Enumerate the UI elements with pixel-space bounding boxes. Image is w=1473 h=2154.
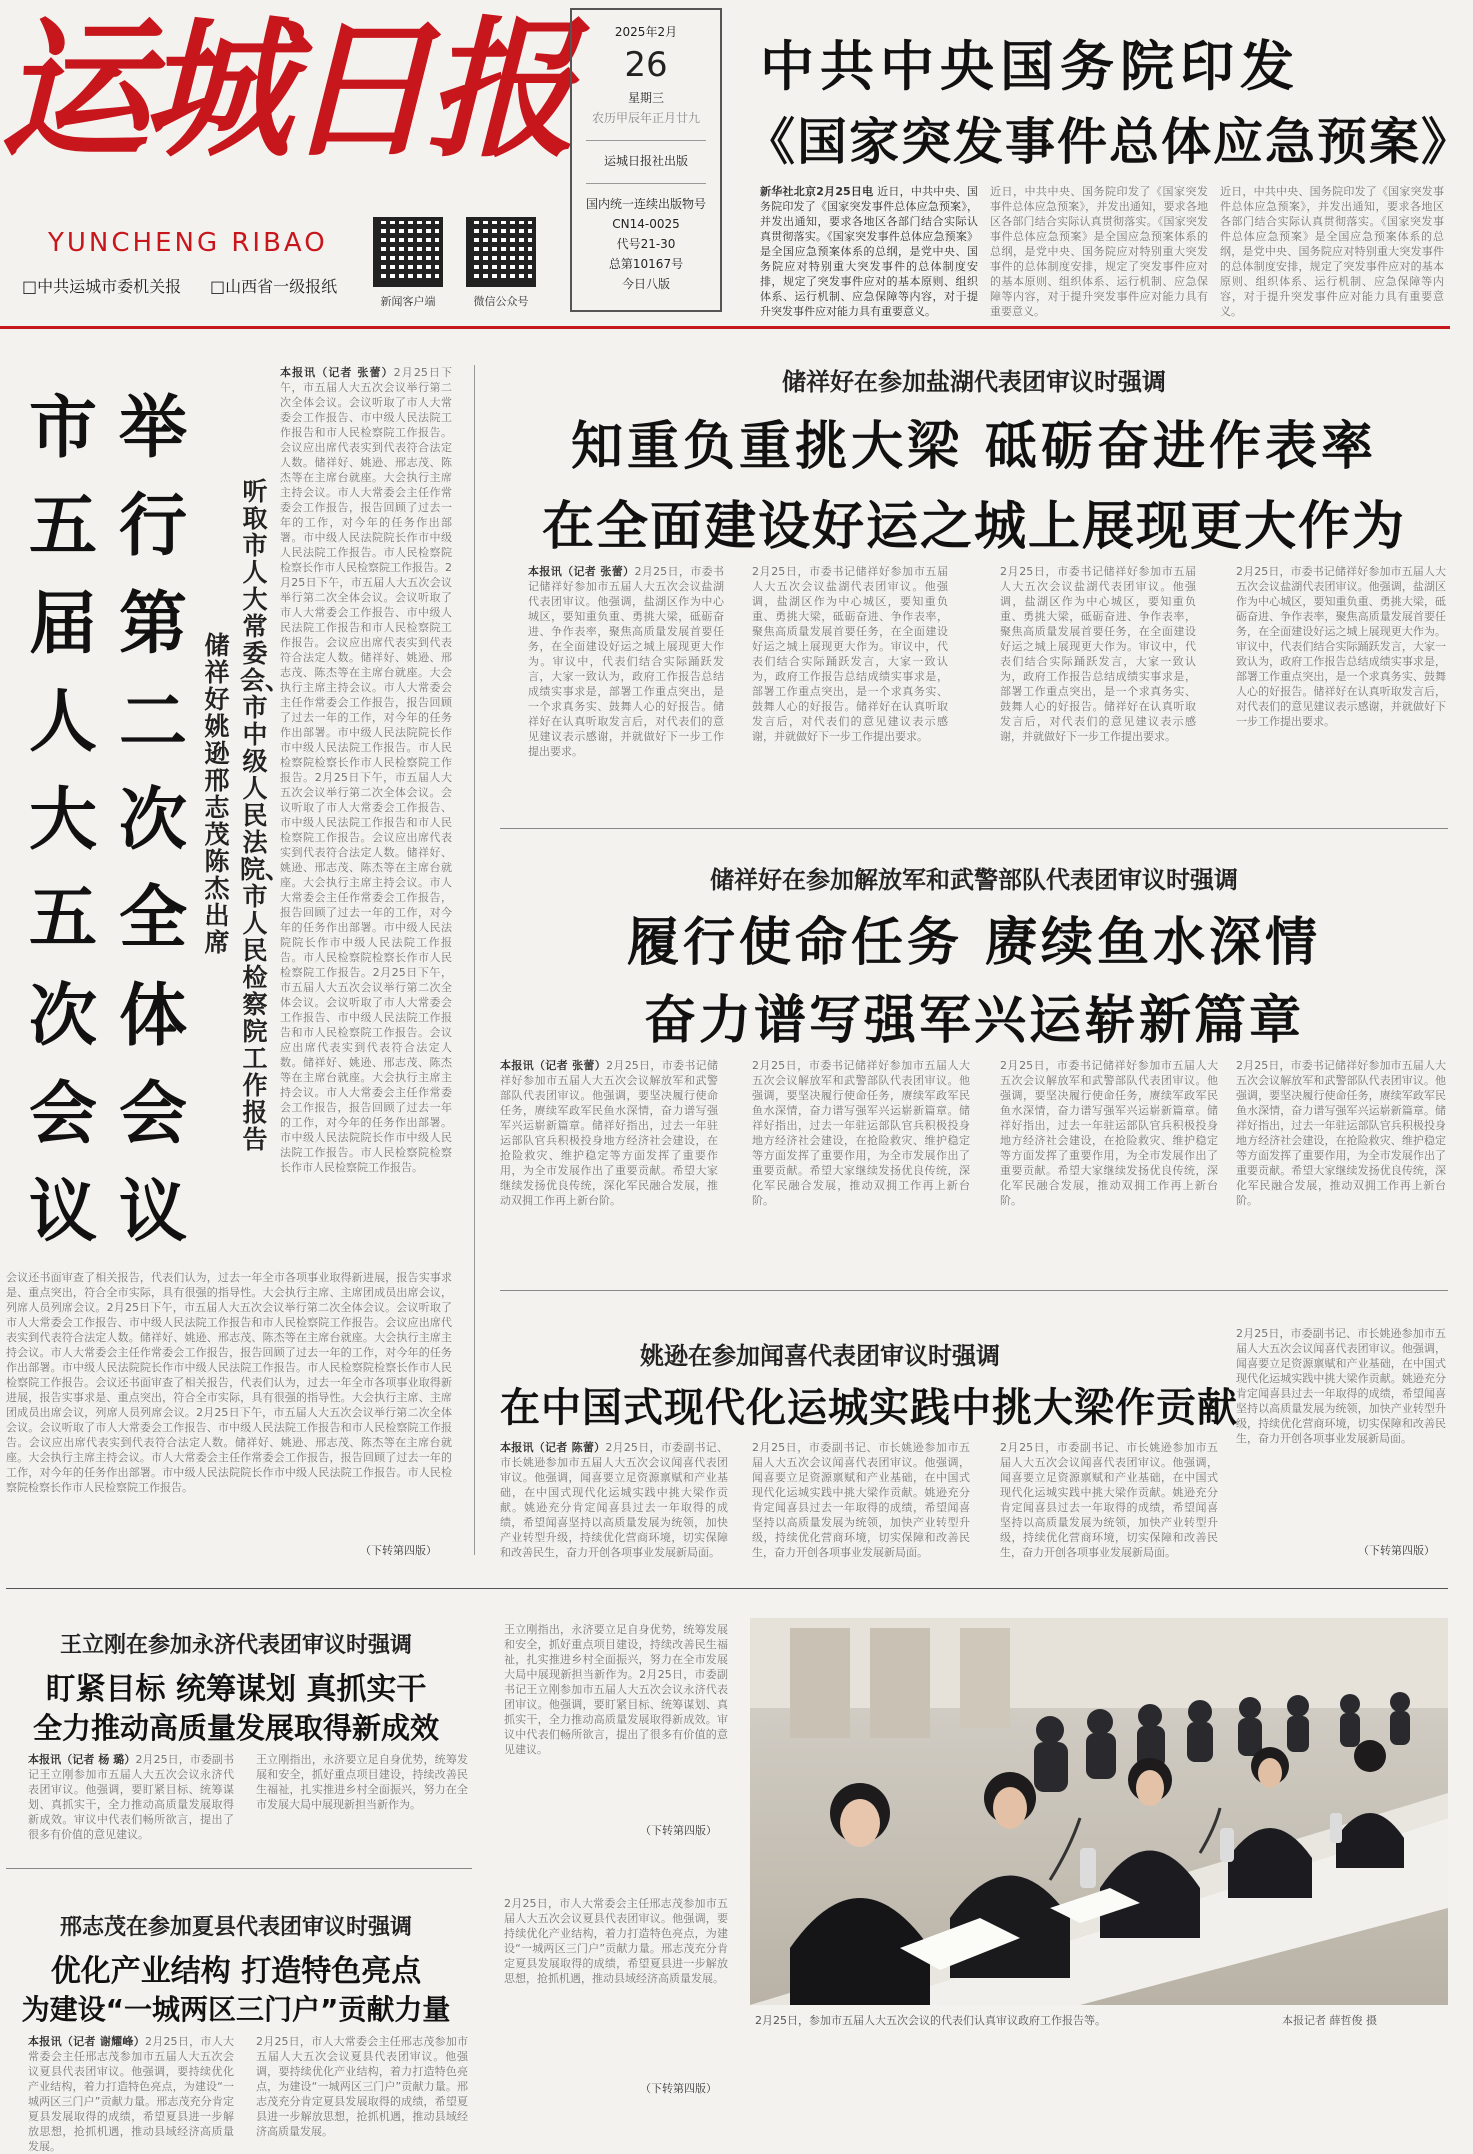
left-story-headline-col-1: 市五届人大五次会议	[28, 389, 97, 1252]
story-a-col-3: 2月25日，市委书记储祥好参加市五届人大五次会议盐湖代表团审议。他强调，盐湖区作为中心城区，要知重负重、勇挑大梁，砥砺奋进、争作表率，聚焦高质量发展首要任务，在全面建设好运之城上展现更大作为。审议中，代表们结合实际踊跃发言，大家一致认为，政府工作报告总结成绩实事求是，部署工作重点突出，是一个求真务实、鼓舞人心的好报告。储祥好在认真听取发言后，对代表们的意见建议表示感谢，并就做好下一步工作提出要求。	[1000, 565, 1196, 743]
issue-pages: 今日八版	[621, 277, 670, 291]
story-a-divider	[500, 828, 1448, 829]
top-story-col-3: 近日，中共中央、国务院印发了《国家突发事件总体应急预案》，并发出通知，要求各地区各部门结合实际认真贯彻落实。《国家突发事件总体应急预案》是全国应急预案体系的总纲，是党中央、国务院应对特别重大突发事件的总体制度安排，规定了突发事件应对的基本原则、组织体系、运行机制、应急保障等内容，对于提升突发事件应对能力具有重要意义。	[1220, 185, 1444, 318]
story-c-kicker: 姚逊在参加闻喜代表团审议时强调	[640, 1341, 1000, 1370]
story-b-headline-2: 奋力谱写强军兴运崭新篇章	[643, 991, 1304, 1051]
issue-number: 总第10167号	[608, 257, 684, 271]
masthead-tag-1: □中共运城市委机关报	[22, 277, 182, 296]
meeting-photo-illustration	[750, 1618, 1448, 2005]
story-b-divider	[500, 1290, 1448, 1291]
story-e-headline-2: 为建设“一城两区三门户”贡献力量	[21, 1993, 451, 2026]
issue-info-box	[570, 8, 722, 312]
left-story-continued[interactable]: （下转第四版）	[360, 1544, 437, 1557]
story-d-kicker: 王立刚在参加永济代表团审议时强调	[59, 1632, 412, 1658]
story-b-kicker: 储祥好在参加解放军和武警部队代表团审议时强调	[710, 865, 1238, 894]
story-d-col-2: 王立刚指出，永济要立足自身优势，统筹发展和安全，抓好重点项目建设，持续改善民生福祉，扎实推进乡村全面振兴，努力在全市发展大局中展现新担当新作为。	[256, 1753, 468, 1811]
qr-code-wechat-label: 微信公众号	[473, 295, 529, 308]
issue-publisher: 运城日报社出版	[586, 140, 706, 171]
top-story-headline-2: 《国家突发事件总体应急预案》	[745, 113, 1473, 171]
story-e-headline-1: 优化产业结构 打造特色亮点	[50, 1954, 422, 1989]
issue-postal-code: 代号21-30	[616, 237, 676, 251]
story-d-col-1: 本报讯（记者 杨 璐）2月25日，市委副书记王立刚参加市五届人大五次会议永济代表团审议。他强调，要盯紧目标、统筹谋划、真抓实干，全力推动高质量发展取得新成效。审议中代表们畅所欲言，提出了很多有价值的意见建议。	[28, 1753, 234, 1841]
story-d-byline: 本报讯（记者 杨 璐）	[28, 1753, 136, 1766]
story-e-col-1: 本报讯（记者 谢耀峰）2月25日，市人大常委会主任邢志茂参加市五届人大五次会议夏县代表团审议。他强调，要持续优化产业结构，着力打造特色亮点，为建设“一城两区三门户”贡献力量。邢志茂充分肯定夏县发展取得的成绩，希望夏县进一步解放思想，抢抓机遇，推动县域经济高质量发展。	[28, 2035, 234, 2153]
photo-credit: 本报记者 薛哲俊 摄	[1282, 2014, 1377, 2027]
story-d-headline-2: 全力推动高质量发展取得新成效	[32, 1711, 439, 1745]
story-a-byline: 本报讯（记者 张蕾）	[528, 565, 635, 578]
masthead-tag-2: □山西省一级报纸	[210, 277, 338, 296]
left-story-sub-2: 听取市人大常委会、市中级人民法院、市人民检察院工作报告	[240, 477, 291, 1154]
left-story-byline: 本报讯（记者 张蕾）	[280, 366, 394, 379]
column-divider	[474, 365, 475, 1555]
top-story-headline-1: 中共中央国务院印发	[760, 35, 1300, 98]
issue-day: 26	[624, 45, 668, 85]
story-c-headline: 在中国式现代化运城实践中挑大梁作贡献	[500, 1385, 1238, 1431]
story-e-kicker: 邢志茂在参加夏县代表团审议时强调	[59, 1914, 412, 1940]
qr-code-app-icon[interactable]	[373, 217, 443, 287]
top-story-col-2: 近日，中共中央、国务院印发了《国家突发事件总体应急预案》，并发出通知，要求各地区各部门结合实际认真贯彻落实。《国家突发事件总体应急预案》是全国应急预案体系的总纲，是党中央、国务院应对特别重大突发事件的总体制度安排，规定了突发事件应对的基本原则、组织体系、运行机制、应急保障等内容，对于提升突发事件应对能力具有重要意义。	[990, 185, 1208, 318]
story-e-byline: 本报讯（记者 谢耀峰）	[28, 2035, 145, 2048]
story-d-divider	[6, 1868, 472, 1869]
story-a-headline-1: 知重负重挑大梁 砥砺奋进作表率	[570, 417, 1378, 477]
story-c-col-3: 2月25日，市委副书记、市长姚逊参加市五届人大五次会议闻喜代表团审议。他强调，闻喜要立足资源禀赋和产业基础，在中国式现代化运城实践中挑大梁作贡献。姚逊充分肯定闻喜县过去一年取得的成绩，希望闻喜坚持以高质量发展为统领，加快产业转型升级，持续优化营商环境，切实保障和改善民生，奋力开创各项事业发展新局面。	[1000, 1441, 1218, 1559]
story-b-col-2: 2月25日，市委书记储祥好参加市五届人大五次会议解放军和武警部队代表团审议。他强调，要坚决履行使命任务，赓续军政军民鱼水深情，奋力谱写强军兴运崭新篇章。储祥好指出，过去一年驻运部队官兵积极投身地方经济社会建设，在抢险救灾、维护稳定等方面发挥了重要作用，为全市发展作出了重要贡献。希望大家继续发扬优良传统，深化军民融合发展，推动双拥工作再上新台阶。	[752, 1059, 970, 1207]
left-story-sub-1: 储祥好姚逊邢志茂陈杰出席	[204, 631, 230, 957]
qr-code-wechat-icon[interactable]	[466, 217, 536, 287]
story-a-col-4: 2月25日，市委书记储祥好参加市五届人大五次会议盐湖代表团审议。他强调，盐湖区作为中心城区，要知重负重、勇挑大梁，砥砺奋进、争作表率，聚焦高质量发展首要任务，在全面建设好运之城上展现更大作为。审议中，代表们结合实际踊跃发言，大家一致认为，政府工作报告总结成绩实事求是，部署工作重点突出，是一个求真务实、鼓舞人心的好报告。储祥好在认真听取发言后，对代表们的意见建议表示感谢，并就做好下一步工作提出要求。	[1236, 565, 1446, 728]
story-a-kicker: 储祥好在参加盐湖代表团审议时强调	[782, 367, 1166, 396]
lower-section-divider	[6, 1588, 1448, 1589]
story-a-col-2: 2月25日，市委书记储祥好参加市五届人大五次会议盐湖代表团审议。他强调，盐湖区作为中心城区，要知重负重、勇挑大梁，砥砺奋进、争作表率，聚焦高质量发展首要任务，在全面建设好运之城上展现更大作为。审议中，代表们结合实际踊跃发言，大家一致认为，政府工作报告总结成绩实事求是，部署工作重点突出，是一个求真务实、鼓舞人心的好报告。储祥好在认真听取发言后，对代表们的意见建议表示感谢，并就做好下一步工作提出要求。	[752, 565, 948, 743]
issue-lunar-date: 农历甲辰年正月廿九	[591, 111, 700, 125]
story-c-col-2: 2月25日，市委副书记、市长姚逊参加市五届人大五次会议闻喜代表团审议。他强调，闻喜要立足资源禀赋和产业基础，在中国式现代化运城实践中挑大梁作贡献。姚逊充分肯定闻喜县过去一年取得的成绩，希望闻喜坚持以高质量发展为统领，加快产业转型升级，持续优化营商环境，切实保障和改善民生，奋力开创各项事业发展新局面。	[752, 1441, 970, 1559]
top-story-lead: 新华社北京2月25日电 近日，中共中央、国务院印发了《国家突发事件总体应急预案》，并发出通知，要求各地区各部门结合实际认真贯彻落实。《国家突发事件总体应急预案》是全国应急预案体系的总纲，是党中央、国务院应对特别重大突发事件的总体制度安排，规定了突发事件应对的基本原则、组织体系、运行机制、应急保障等内容，对于提升突发事件应对能力具有重要意义。	[760, 185, 979, 318]
story-c-col-4: 2月25日，市委副书记、市长姚逊参加市五届人大五次会议闻喜代表团审议。他强调，闻喜要立足资源禀赋和产业基础，在中国式现代化运城实践中挑大梁作贡献。姚逊充分肯定闻喜县过去一年取得的成绩，希望闻喜坚持以高质量发展为统领，加快产业转型升级，持续优化营商环境，切实保障和改善民生，奋力开创各项事业发展新局面。	[1236, 1327, 1446, 1445]
story-e-continued[interactable]: （下转第四版）	[640, 2082, 717, 2095]
story-b-col-1: 本报讯（记者 张蕾）2月25日，市委书记储祥好参加市五届人大五次会议解放军和武警部队代表团审议。他强调，要坚决履行使命任务，赓续军政军民鱼水深情，奋力谱写强军兴运崭新篇章。储祥好指出，过去一年驻运部队官兵积极投身地方经济社会建设，在抢险救灾、维护稳定等方面发挥了重要作用，为全市发展作出了重要贡献。希望大家继续发扬优良传统，深化军民融合发展，推动双拥工作再上新台阶。	[500, 1059, 718, 1207]
masthead-divider	[0, 326, 1450, 329]
left-story-body-bottom: 会议还书面审查了相关报告，代表们认为，过去一年全市各项事业取得新进展，报告实事求是、重点突出，符合全市实际，具有很强的指导性。大会执行主席、主席团成员出席会议，列席人员列席会议。2月25日下午，市五届人大五次会议举行第二次全体会议。会议听取了市人大常委会工作报告、市中级人民法院工作报告和市人民检察院工作报告。会议应出席代表实到代表符合法定人数。储祥好、姚逊、邢志茂、陈杰等在主席台就座。大会执行主席主持会议。市人大常委会主任作常委会工作报告，报告回顾了过去一年的工作，对今年的任务作出部署。市中级人民法院院长作市中级人民法院工作报告。市人民检察院检察长作市人民检察院工作报告。会议还书面审查了相关报告，代表们认为，过去一年全市各项事业取得新进展，报告实事求是、重点突出，符合全市实际，具有很强的指导性。大会执行主席、主席团成员出席会议，列席人员列席会议。2月25日下午，市五届人大五次会议举行第二次全体会议。会议听取了市人大常委会工作报告、市中级人民法院工作报告和市人民检察院工作报告。会议应出席代表实到代表符合法定人数。储祥好、姚逊、邢志茂、陈杰等在主席台就座。大会执行主席主持会议。市人大常委会主任作常委会工作报告，报告回顾了过去一年的工作，对今年的任务作出部署。市中级人民法院院长作市中级人民法院工作报告。市人民检察院检察长作市人民检察院工作报告。	[6, 1271, 453, 1494]
masthead-title: 运城日报	[0, 2, 569, 178]
left-story-body: 本报讯（记者 张蕾）2月25日下午，市五届人大五次会议举行第二次全体会议。会议听取了市人大常委会工作报告、市中级人民法院工作报告和市人民检察院工作报告。会议应出席代表实到代表符合法定人数。储祥好、姚逊、邢志茂、陈杰等在主席台就座。大会执行主席主持会议。市人大常委会主任作常委会工作报告，报告回顾了过去一年的工作，对今年的任务作出部署。市中级人民法院院长作市中级人民法院工作报告。市人民检察院检察长作市人民检察院工作报告。2月25日下午，市五届人大五次会议举行第二次全体会议。会议听取了市人大常委会工作报告、市中级人民法院工作报告和市人民检察院工作报告。会议应出席代表实到代表符合法定人数。储祥好、姚逊、邢志茂、陈杰等在主席台就座。大会执行主席主持会议。市人大常委会主任作常委会工作报告，报告回顾了过去一年的工作，对今年的任务作出部署。市中级人民法院院长作市中级人民法院工作报告。市人民检察院检察长作市人民检察院工作报告。2月25日下午，市五届人大五次会议举行第二次全体会议。会议听取了市人大常委会工作报告、市中级人民法院工作报告和市人民检察院工作报告。会议应出席代表实到代表符合法定人数。储祥好、姚逊、邢志茂、陈杰等在主席台就座。大会执行主席主持会议。市人大常委会主任作常委会工作报告，报告回顾了过去一年的工作，对今年的任务作出部署。市中级人民法院院长作市中级人民法院工作报告。市人民检察院检察长作市人民检察院工作报告。2月25日下午，市五届人大五次会议举行第二次全体会议。会议听取了市人大常委会工作报告、市中级人民法院工作报告和市人民检察院工作报告。会议应出席代表实到代表符合法定人数。储祥好、姚逊、邢志茂、陈杰等在主席台就座。大会执行主席主持会议。市人大常委会主任作常委会工作报告，报告回顾了过去一年的工作，对今年的任务作出部署。市中级人民法院院长作市中级人民法院工作报告。市人民检察院检察长作市人民检察院工作报告。	[280, 366, 453, 1174]
top-story-dateline: 新华社北京2月25日电	[760, 185, 874, 198]
story-c-col-1: 本报讯（记者 陈蕾）2月25日，市委副书记、市长姚逊参加市五届人大五次会议闻喜代表团审议。他强调，闻喜要立足资源禀赋和产业基础，在中国式现代化运城实践中挑大梁作贡献。姚逊充分肯定闻喜县过去一年取得的成绩，希望闻喜坚持以高质量发展为统领，加快产业转型升级，持续优化营商环境，切实保障和改善民生，奋力开创各项事业发展新局面。	[500, 1441, 728, 1559]
left-story-headline-col-2: 举行第二次全体会议	[118, 389, 187, 1252]
story-d-col-3: 王立刚指出，永济要立足自身优势，统筹发展和安全，抓好重点项目建设，持续改善民生福祉，扎实推进乡村全面振兴，努力在全市发展大局中展现新担当新作为。2月25日，市委副书记王立刚参加市五届人大五次会议永济代表团审议。他强调，要盯紧目标、统筹谋划、真抓实干，全力推动高质量发展取得新成效。审议中代表们畅所欲言，提出了很多有价值的意见建议。	[504, 1623, 729, 1756]
story-c-continued[interactable]: （下转第四版）	[1358, 1544, 1435, 1557]
issue-date: 2025年2月	[614, 25, 678, 39]
story-b-col-3: 2月25日，市委书记储祥好参加市五届人大五次会议解放军和武警部队代表团审议。他强调，要坚决履行使命任务，赓续军政军民鱼水深情，奋力谱写强军兴运崭新篇章。储祥好指出，过去一年驻运部队官兵积极投身地方经济社会建设，在抢险救灾、维护稳定等方面发挥了重要作用，为全市发展作出了重要贡献。希望大家继续发扬优良传统，深化军民融合发展，推动双拥工作再上新台阶。	[1000, 1059, 1218, 1207]
meeting-photo	[750, 1618, 1448, 2005]
story-e-col-2: 2月25日，市人大常委会主任邢志茂参加市五届人大五次会议夏县代表团审议。他强调，要持续优化产业结构，着力打造特色亮点，为建设“一城两区三门户”贡献力量。邢志茂充分肯定夏县发展取得的成绩，希望夏县进一步解放思想，抢抓机遇，推动县域经济高质量发展。	[256, 2035, 468, 2138]
story-c-byline: 本报讯（记者 陈蕾）	[500, 1441, 606, 1454]
story-a-col-1: 本报讯（记者 张蕾）2月25日，市委书记储祥好参加市五届人大五次会议盐湖代表团审议。他强调，盐湖区作为中心城区，要知重负重、勇挑大梁，砥砺奋进、争作表率，聚焦高质量发展首要任务，在全面建设好运之城上展现更大作为。审议中，代表们结合实际踊跃发言，大家一致认为，政府工作报告总结成绩实事求是，部署工作重点突出，是一个求真务实、鼓舞人心的好报告。储祥好在认真听取发言后，对代表们的意见建议表示感谢，并就做好下一步工作提出要求。	[528, 565, 724, 758]
masthead-pinyin: YUNCHENG RIBAO	[48, 228, 328, 258]
story-d-continued[interactable]: （下转第四版）	[640, 1824, 717, 1837]
photo-caption: 2月25日，参加市五届人大五次会议的代表们认真审议政府工作报告等。	[755, 2014, 1106, 2027]
story-a-headline-2: 在全面建设好运之城上展现更大作为	[541, 497, 1406, 557]
qr-code-app-label: 新闻客户端	[380, 295, 436, 308]
story-d-headline-1: 盯紧目标 统筹谋划 真抓实干	[45, 1672, 427, 1707]
issue-weekday: 星期三	[627, 91, 664, 105]
issue-issn-label: 国内统一连续出版物号	[586, 183, 706, 214]
story-b-headline-1: 履行使命任务 赓续鱼水深情	[626, 913, 1322, 973]
story-b-col-4: 2月25日，市委书记储祥好参加市五届人大五次会议解放军和武警部队代表团审议。他强调，要坚决履行使命任务，赓续军政军民鱼水深情，奋力谱写强军兴运崭新篇章。储祥好指出，过去一年驻运部队官兵积极投身地方经济社会建设，在抢险救灾、维护稳定等方面发挥了重要作用，为全市发展作出了重要贡献。希望大家继续发扬优良传统，深化军民融合发展，推动双拥工作再上新台阶。	[1236, 1059, 1446, 1207]
story-b-byline: 本报讯（记者 张蕾）	[500, 1059, 607, 1072]
story-e-col-3: 2月25日，市人大常委会主任邢志茂参加市五届人大五次会议夏县代表团审议。他强调，要持续优化产业结构，着力打造特色亮点，为建设“一城两区三门户”贡献力量。邢志茂充分肯定夏县发展取得的成绩，希望夏县进一步解放思想，抢抓机遇，推动县域经济高质量发展。	[504, 1897, 728, 1985]
issue-issn: CN14-0025	[612, 217, 680, 231]
